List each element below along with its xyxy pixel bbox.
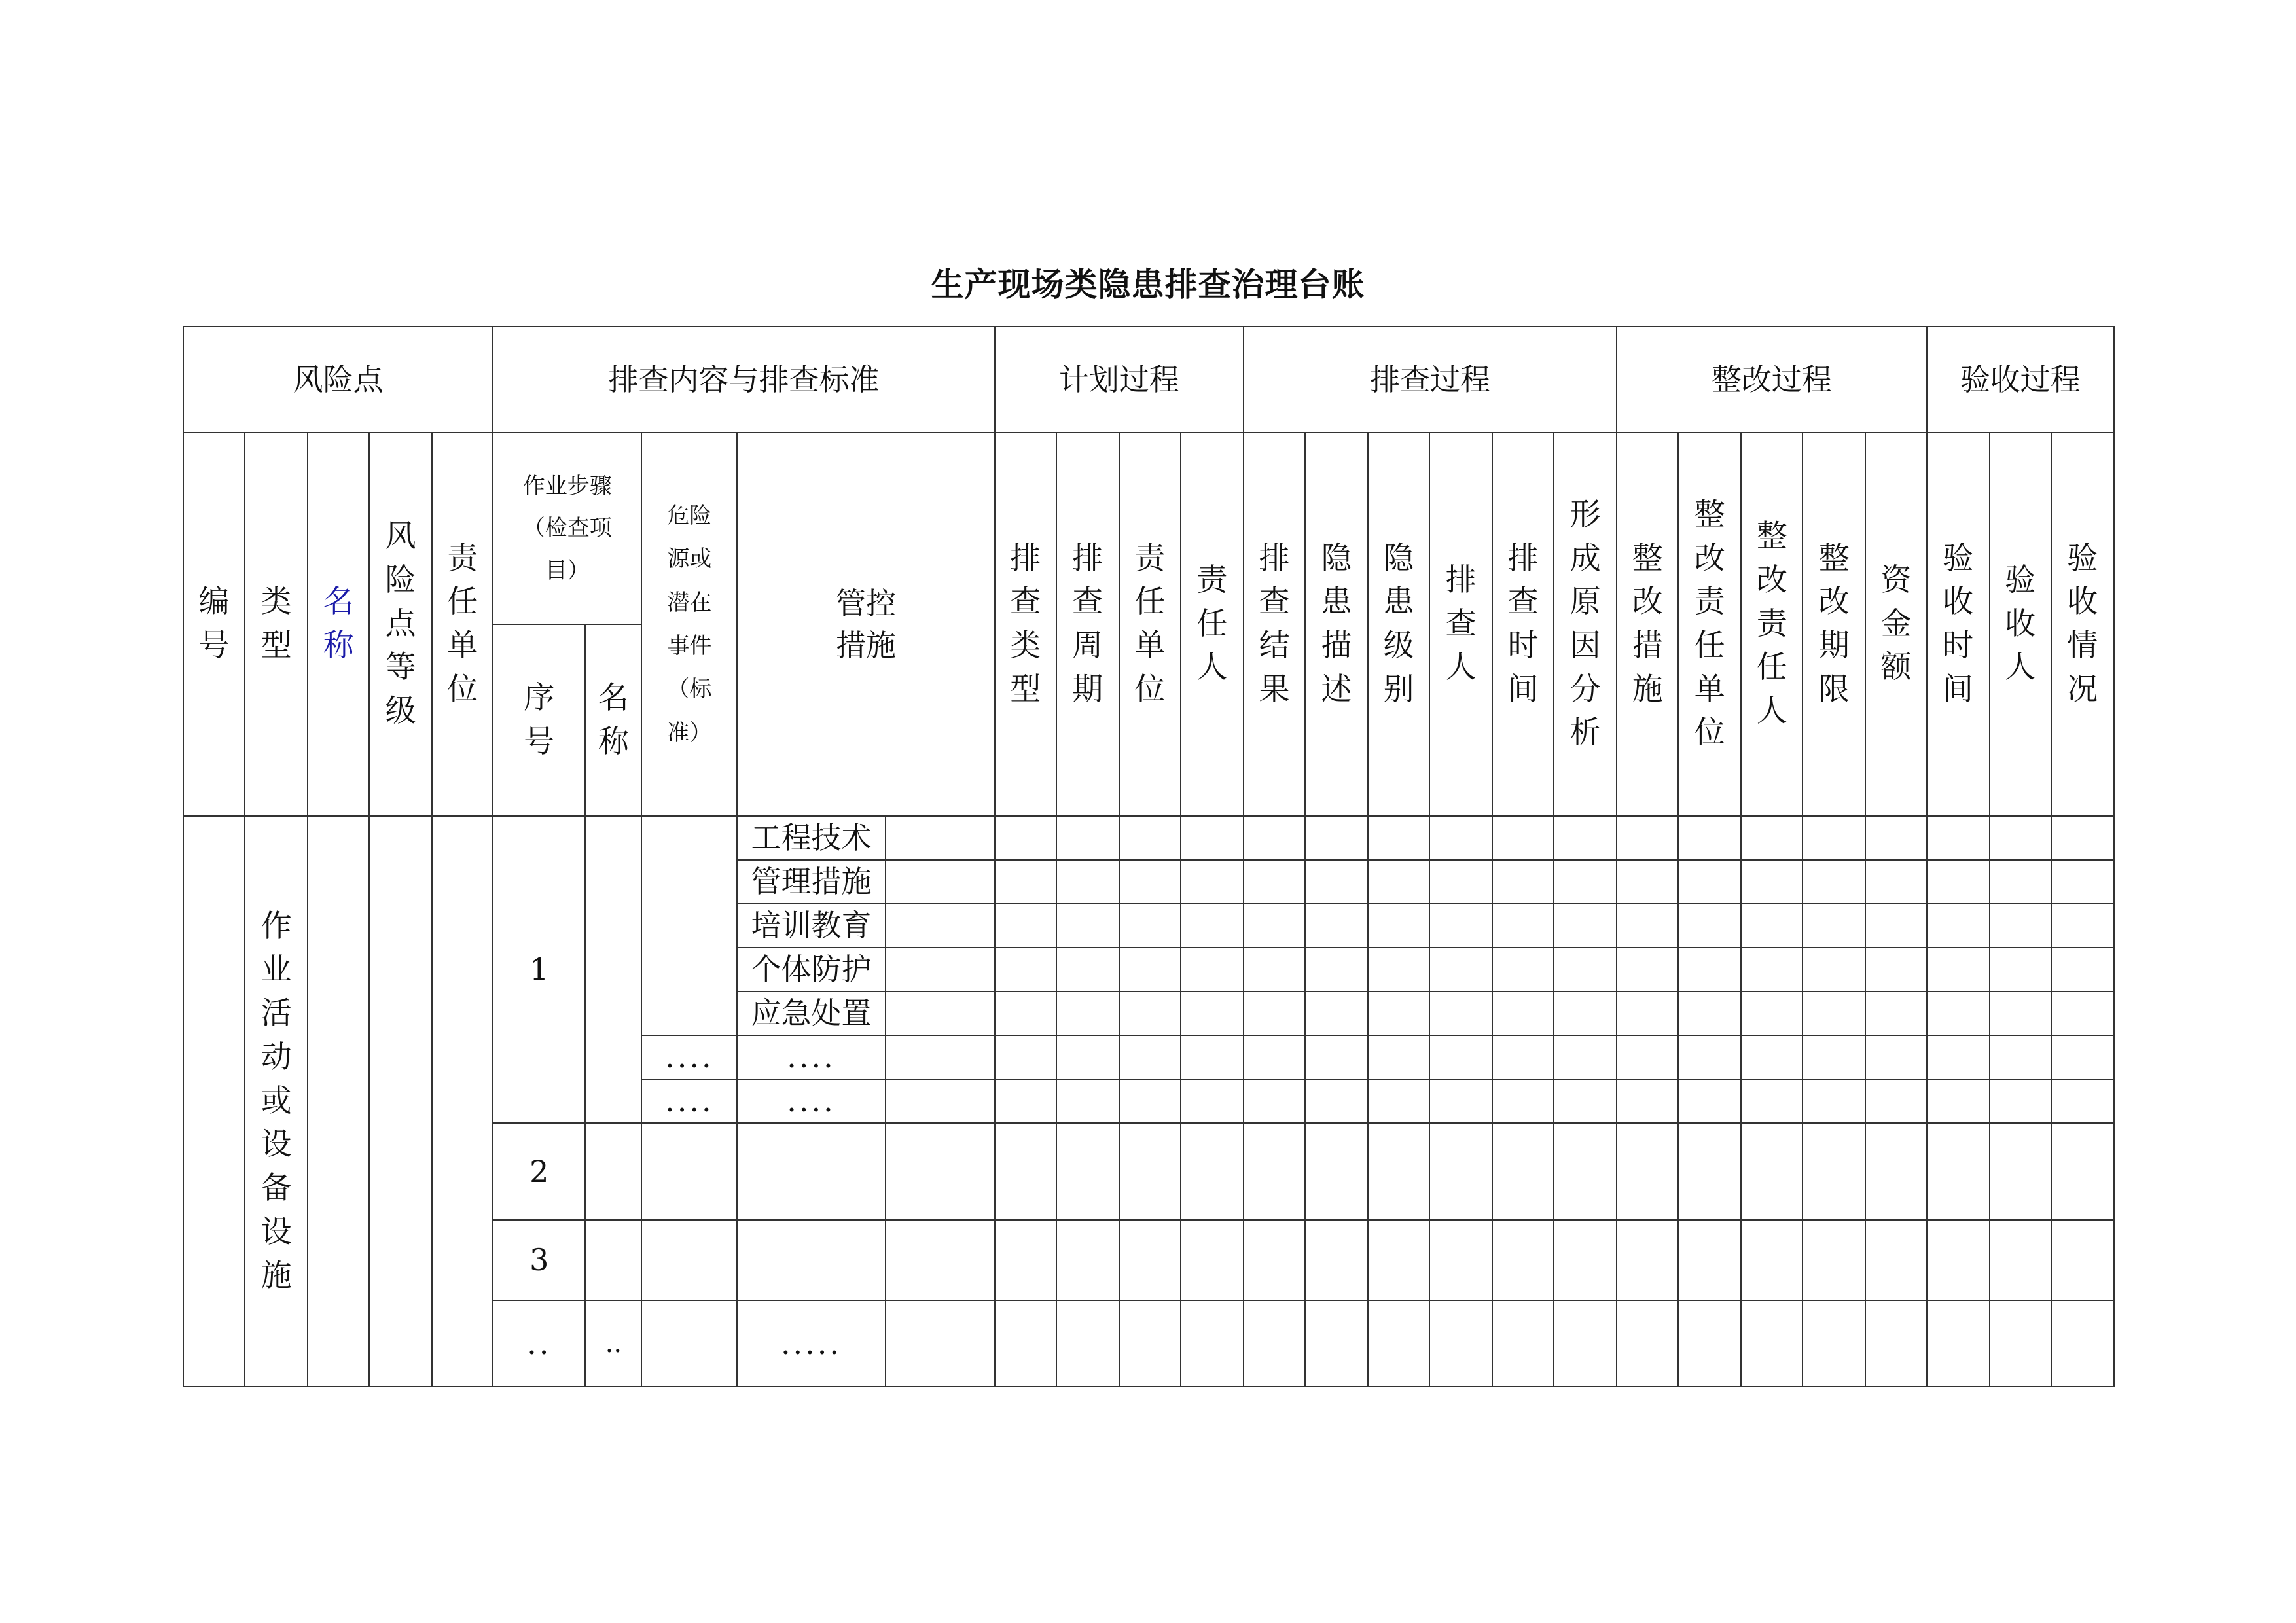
table-cell [2051, 904, 2114, 948]
table-cell [1617, 1035, 1678, 1079]
table-cell [1617, 816, 1678, 860]
table-cell [1803, 1035, 1865, 1079]
table-cell [1305, 860, 1368, 904]
table-cell [1119, 860, 1181, 904]
table-cell [1554, 1300, 1617, 1387]
table-cell [1990, 1220, 2051, 1300]
table-cell [1244, 1220, 1305, 1300]
table-cell [641, 1123, 737, 1220]
table-cell [1865, 1220, 1926, 1300]
cell-id [183, 816, 245, 1387]
table-cell [585, 1220, 641, 1300]
table-cell [1990, 1035, 2051, 1079]
table-cell [1244, 860, 1305, 904]
table-cell [1617, 948, 1678, 991]
table-cell [1741, 1220, 1803, 1300]
table-cell [886, 1300, 995, 1387]
table-cell [1803, 860, 1865, 904]
table-cell [1368, 991, 1429, 1035]
table-cell [1429, 948, 1492, 991]
table-cell [585, 1123, 641, 1220]
table-cell [1244, 904, 1305, 948]
table-cell [1368, 816, 1429, 860]
table-cell [1305, 1123, 1368, 1220]
step-name-more: .. [585, 1300, 641, 1387]
table-cell [1368, 1079, 1429, 1123]
col-step-name: 名称 [585, 624, 641, 816]
table-cell [1429, 1300, 1492, 1387]
table-cell [1305, 904, 1368, 948]
table-cell [1492, 1035, 1554, 1079]
table-cell [1803, 948, 1865, 991]
table-cell [2051, 1300, 2114, 1387]
col-rectify-deadline: 整改期限 [1803, 433, 1865, 816]
table-cell [1429, 816, 1492, 860]
table-cell [1554, 1123, 1617, 1220]
table-cell [1927, 816, 1990, 860]
table-cell [995, 816, 1056, 860]
table-cell [995, 1123, 1056, 1220]
table-cell [1119, 1220, 1181, 1300]
table-cell [1678, 1079, 1741, 1123]
table-cell [1429, 1035, 1492, 1079]
table-cell [1927, 904, 1990, 948]
table-cell [1492, 1079, 1554, 1123]
table-cell [1741, 991, 1803, 1035]
table-cell [1244, 1123, 1305, 1220]
table-cell [1305, 991, 1368, 1035]
table-cell [1492, 1220, 1554, 1300]
table-cell [1927, 1300, 1990, 1387]
table-cell [1119, 904, 1181, 948]
table-cell [1927, 948, 1990, 991]
col-check-time: 排查时间 [1492, 433, 1554, 816]
table-cell [1554, 948, 1617, 991]
table-cell [1244, 948, 1305, 991]
table-cell [1181, 991, 1244, 1035]
measure-training: 培训教育 [737, 904, 885, 948]
table-cell [1429, 991, 1492, 1035]
table-cell [1056, 816, 1119, 860]
col-control-measures: 管控措施 [737, 433, 994, 816]
table-cell [1305, 816, 1368, 860]
table-cell [1803, 991, 1865, 1035]
cell-type: 作业活动或设备设施 [245, 816, 308, 1387]
table-cell [1990, 860, 2051, 904]
table-cell [1803, 1220, 1865, 1300]
table-cell [1368, 1220, 1429, 1300]
table-cell [995, 904, 1056, 948]
table-cell [1865, 860, 1926, 904]
col-accept-time: 验收时间 [1927, 433, 1990, 816]
table-cell [1181, 1079, 1244, 1123]
table-cell [1927, 1079, 1990, 1123]
group-risk-point: 风险点 [183, 327, 493, 433]
table-cell [886, 860, 995, 904]
table-cell [1181, 948, 1244, 991]
table-cell [1119, 948, 1181, 991]
table-cell [1181, 1035, 1244, 1079]
table-cell [1865, 948, 1926, 991]
table-cell [1803, 1300, 1865, 1387]
table-cell [886, 1035, 995, 1079]
table-cell [1927, 860, 1990, 904]
col-accept-person: 验收人 [1990, 433, 2051, 816]
cell-risk-level [369, 816, 432, 1387]
table-cell [1181, 1300, 1244, 1387]
table-cell [886, 816, 995, 860]
col-rectify-unit: 整改责任单位 [1678, 433, 1741, 816]
table-cell [1617, 1220, 1678, 1300]
col-risk-level: 风险点等级 [369, 433, 432, 816]
table-cell [1865, 1123, 1926, 1220]
table-cell [1803, 1079, 1865, 1123]
table-cell [886, 904, 995, 948]
table-cell [1056, 1123, 1119, 1220]
table-cell [1990, 991, 2051, 1035]
table-cell [1492, 904, 1554, 948]
table-cell [1056, 860, 1119, 904]
table-cell [1056, 904, 1119, 948]
table-cell [1741, 1079, 1803, 1123]
table-cell [1119, 1035, 1181, 1079]
table-cell [1305, 948, 1368, 991]
table-cell [1678, 1220, 1741, 1300]
page-title: 生产现场类隐患排查治理台账 [931, 266, 1365, 304]
group-rectify-process: 整改过程 [1617, 327, 1926, 433]
measure-emergency: 应急处置 [737, 991, 885, 1035]
table-cell [1492, 816, 1554, 860]
table-cell [1990, 1123, 2051, 1220]
table-cell [1741, 816, 1803, 860]
table-cell [1368, 1300, 1429, 1387]
table-cell [1741, 1123, 1803, 1220]
col-plan-cycle: 排查周期 [1056, 433, 1119, 816]
group-check-process: 排查过程 [1244, 327, 1617, 433]
table-cell [995, 1300, 1056, 1387]
table-cell [737, 1220, 885, 1300]
table-cell [1305, 1079, 1368, 1123]
group-content-standard: 排查内容与排查标准 [493, 327, 995, 433]
table-cell [995, 1220, 1056, 1300]
table-cell [1865, 991, 1926, 1035]
table-cell [1119, 816, 1181, 860]
table-cell [1927, 1123, 1990, 1220]
table-cell [1803, 1123, 1865, 1220]
table-cell [1678, 904, 1741, 948]
table-cell [1368, 1123, 1429, 1220]
table-cell [1119, 991, 1181, 1035]
table-cell [1554, 1079, 1617, 1123]
col-type: 类型 [245, 433, 308, 816]
table-cell [641, 1300, 737, 1387]
cell-responsible-unit [432, 816, 493, 1387]
table-cell [2051, 1035, 2114, 1079]
table-cell [1244, 1079, 1305, 1123]
table-cell [1056, 1220, 1119, 1300]
table-cell [1927, 991, 1990, 1035]
table-cell [886, 1220, 995, 1300]
table-cell [1990, 1300, 2051, 1387]
table-cell [1554, 860, 1617, 904]
table-cell [1865, 904, 1926, 948]
table-cell [1678, 948, 1741, 991]
table-cell [1181, 816, 1244, 860]
measure-ellipsis: .... [737, 1035, 885, 1079]
col-cause-analysis: 形成原因分析 [1554, 433, 1617, 816]
table-cell [1990, 948, 2051, 991]
table-cell [1554, 1220, 1617, 1300]
table-cell [1492, 991, 1554, 1035]
table-cell [2051, 860, 2114, 904]
table-cell [1056, 1035, 1119, 1079]
table-cell [1741, 1300, 1803, 1387]
table-cell [1056, 1079, 1119, 1123]
table-cell [1305, 1300, 1368, 1387]
table-cell [1678, 991, 1741, 1035]
table-cell [2051, 816, 2114, 860]
table-cell [1429, 1123, 1492, 1220]
step-seq-1: 1 [493, 816, 585, 1123]
table-cell [2051, 991, 2114, 1035]
table-cell [1865, 1035, 1926, 1079]
table-cell [1678, 1035, 1741, 1079]
table-cell [1056, 1300, 1119, 1387]
table-cell [1181, 1220, 1244, 1300]
table-cell [1741, 948, 1803, 991]
table-cell [1492, 1300, 1554, 1387]
table-cell [1181, 904, 1244, 948]
col-check-result: 排查结果 [1244, 433, 1305, 816]
table-cell [1368, 1035, 1429, 1079]
col-hazard-level: 隐患级别 [1368, 433, 1429, 816]
table-cell [1554, 904, 1617, 948]
table-cell [1119, 1300, 1181, 1387]
col-fund-amount: 资金额 [1865, 433, 1926, 816]
table-cell [1865, 1079, 1926, 1123]
table-cell [1429, 904, 1492, 948]
table-cell [1927, 1220, 1990, 1300]
table-cell [886, 991, 995, 1035]
hazard-ellipsis: .... [641, 1035, 737, 1079]
table-cell [1678, 1300, 1741, 1387]
table-cell [1617, 1079, 1678, 1123]
table-cell [995, 1035, 1056, 1079]
table-cell [1554, 1035, 1617, 1079]
step-seq-more: .. [493, 1300, 585, 1387]
table-cell [1803, 816, 1865, 860]
table-cell [1244, 816, 1305, 860]
table-cell [886, 948, 995, 991]
table-cell [886, 1123, 995, 1220]
table-cell [1368, 904, 1429, 948]
table-cell [1678, 816, 1741, 860]
step-seq-2: 2 [493, 1123, 585, 1220]
col-rectify-person: 整改责任人 [1741, 433, 1803, 816]
step-name-1 [585, 816, 641, 1123]
group-accept-process: 验收过程 [1927, 327, 2115, 433]
table-cell [1927, 1035, 1990, 1079]
table-cell [1429, 1220, 1492, 1300]
hazard-ellipsis: .... [641, 1079, 737, 1123]
table-cell [641, 1220, 737, 1300]
table-cell [1617, 904, 1678, 948]
measure-more: ..... [737, 1300, 885, 1387]
table-cell [1305, 1220, 1368, 1300]
table-cell [1865, 1300, 1926, 1387]
step-seq-3: 3 [493, 1220, 585, 1300]
group-plan-process: 计划过程 [995, 327, 1244, 433]
table-cell [1554, 816, 1617, 860]
table-cell [1617, 860, 1678, 904]
measure-engineering: 工程技术 [737, 816, 885, 860]
col-accept-status: 验收情况 [2051, 433, 2114, 816]
table-cell [1492, 860, 1554, 904]
cell-name [308, 816, 369, 1387]
table-cell [1056, 948, 1119, 991]
table-cell [1244, 1300, 1305, 1387]
table-cell [1305, 1035, 1368, 1079]
measure-ellipsis: .... [737, 1079, 885, 1123]
col-id: 编号 [183, 433, 245, 816]
table-cell [995, 860, 1056, 904]
table-cell [1244, 1035, 1305, 1079]
table-cell [1678, 1123, 1741, 1220]
col-responsible-unit: 责任单位 [432, 433, 493, 816]
table-cell [2051, 1079, 2114, 1123]
table-cell [1678, 860, 1741, 904]
table-cell [1554, 991, 1617, 1035]
table-cell [2051, 1123, 2114, 1220]
col-name: 名称 [308, 433, 369, 816]
table-cell [1617, 991, 1678, 1035]
col-step-seq: 序号 [493, 624, 585, 816]
col-checker: 排查人 [1429, 433, 1492, 816]
table-cell [1617, 1123, 1678, 1220]
table-cell [1244, 991, 1305, 1035]
table-cell [1119, 1079, 1181, 1123]
table-cell [1181, 1123, 1244, 1220]
table-cell [1990, 816, 2051, 860]
table-cell [1617, 1300, 1678, 1387]
col-rectify-measures: 整改措施 [1617, 433, 1678, 816]
table-cell [1741, 860, 1803, 904]
table-cell [1492, 1123, 1554, 1220]
table-cell [1803, 904, 1865, 948]
table-cell [995, 948, 1056, 991]
table-cell [1741, 1035, 1803, 1079]
table-cell [2051, 1220, 2114, 1300]
measure-protection: 个体防护 [737, 948, 885, 991]
col-hazard-source: 危险源或潜在事件（标准） [641, 433, 737, 816]
table-cell [1741, 904, 1803, 948]
table-cell [886, 1079, 995, 1123]
table-cell [995, 991, 1056, 1035]
table-cell [1990, 1079, 2051, 1123]
col-hazard-description: 隐患描述 [1305, 433, 1368, 816]
col-plan-unit: 责任单位 [1119, 433, 1181, 816]
col-plan-type: 排查类型 [995, 433, 1056, 816]
table-cell [1368, 948, 1429, 991]
table-cell [1492, 948, 1554, 991]
table-cell [1865, 816, 1926, 860]
table-cell [1119, 1123, 1181, 1220]
table-cell [2051, 948, 2114, 991]
table-cell [1368, 860, 1429, 904]
measure-management: 管理措施 [737, 860, 885, 904]
table-cell [1429, 860, 1492, 904]
table-cell [995, 1079, 1056, 1123]
hazard-cell-1 [641, 816, 737, 1035]
table-cell [1990, 904, 2051, 948]
col-work-step: 作业步骤（检查项目） [493, 433, 641, 624]
col-plan-person: 责任人 [1181, 433, 1244, 816]
table-cell [1181, 860, 1244, 904]
table-cell [737, 1123, 885, 1220]
table-cell [1429, 1079, 1492, 1123]
table-cell [1056, 991, 1119, 1035]
hazard-ledger-table [183, 326, 2115, 1387]
